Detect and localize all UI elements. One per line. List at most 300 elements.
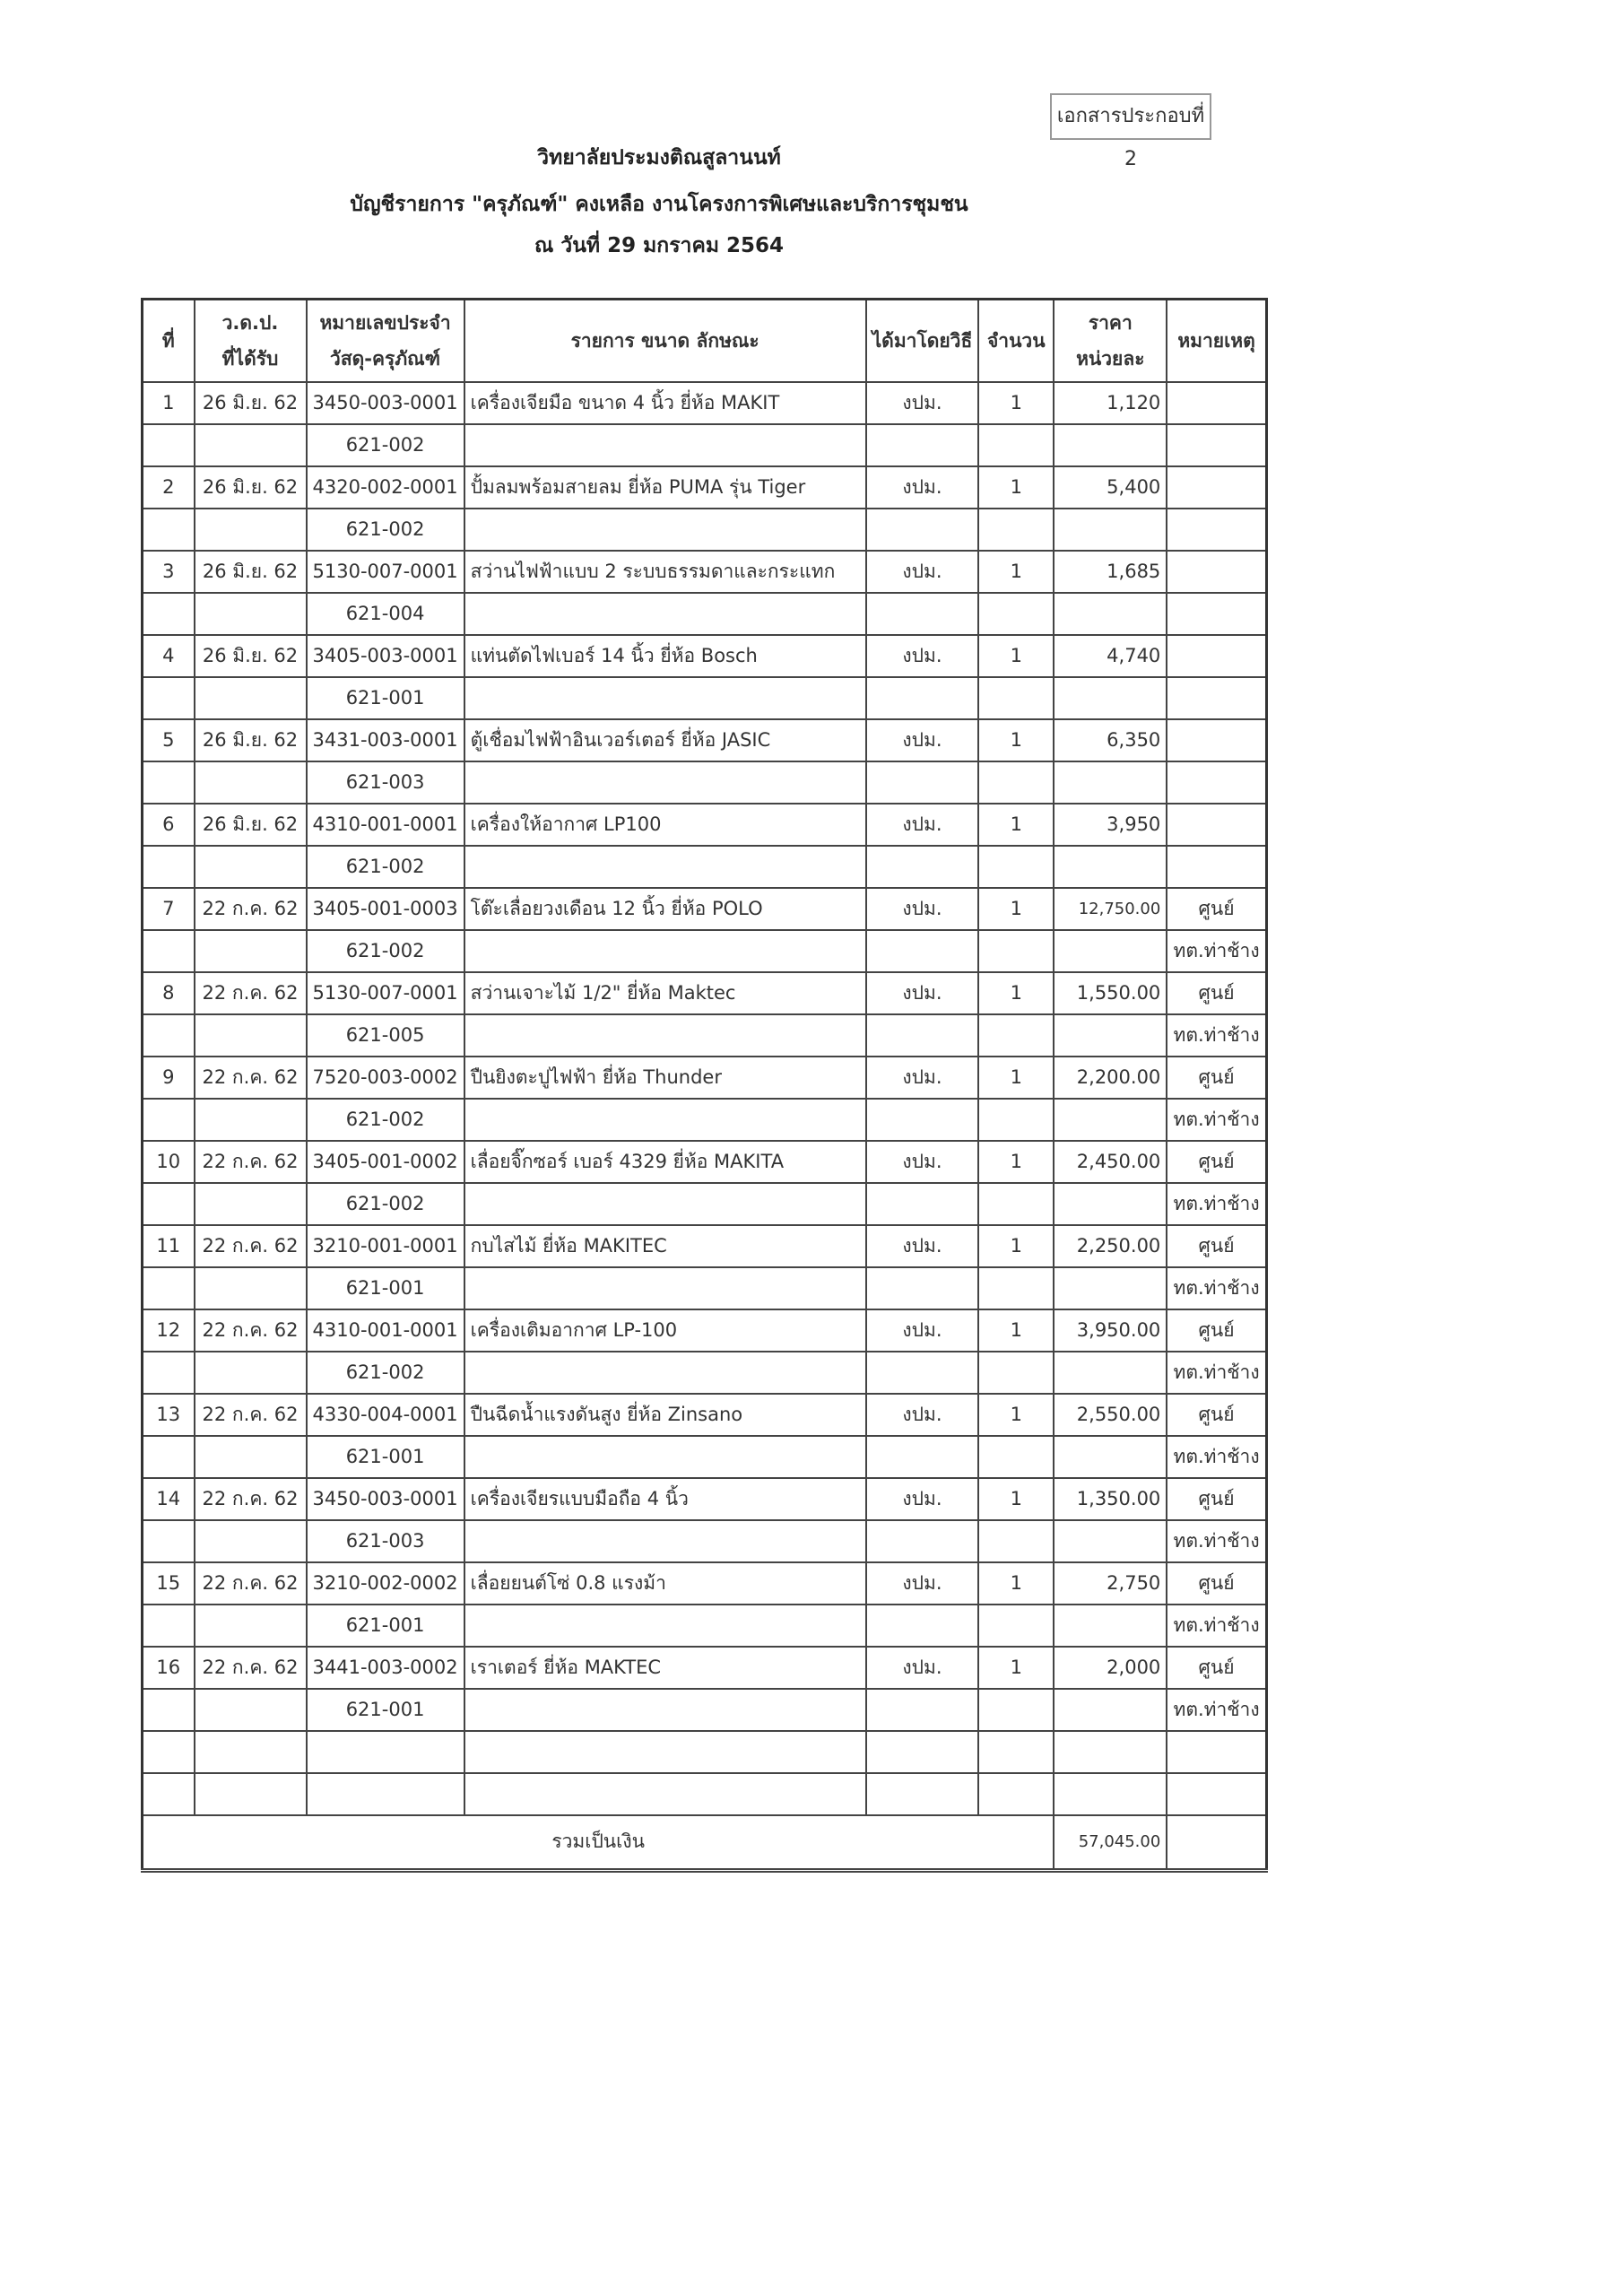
empty-cell <box>866 1773 979 1815</box>
row-remark: ศูนย์ <box>1167 1141 1266 1183</box>
row-item-code: 4330-004-0001 <box>307 1394 464 1436</box>
empty-cell <box>195 1773 307 1815</box>
row-sub-code: 621-001 <box>307 1605 464 1647</box>
table-subrow <box>143 1183 1267 1225</box>
total-value: 57,045.00 <box>1054 1815 1167 1871</box>
subrow-empty-method <box>866 509 979 551</box>
subrow-empty-method <box>866 1605 979 1647</box>
row-number: 5 <box>143 719 195 761</box>
row-sub-code: 621-002 <box>307 424 464 466</box>
header-remark: หมายเหตุ <box>1167 300 1266 382</box>
subrow-empty-date <box>195 1689 307 1731</box>
row-quantity: 1 <box>978 1478 1054 1520</box>
row-description: ปืนยิงตะปูไฟฟ้า ยี่ห้อ Thunder <box>464 1057 866 1099</box>
row-number: 15 <box>143 1562 195 1605</box>
row-number: 9 <box>143 1057 195 1099</box>
row-date: 22 ก.ค. 62 <box>195 888 307 930</box>
table-subrow <box>143 846 1267 888</box>
row-number: 14 <box>143 1478 195 1520</box>
subrow-empty-price <box>1054 1605 1167 1647</box>
subrow-empty-date <box>195 424 307 466</box>
subrow-empty-price <box>1054 1267 1167 1309</box>
empty-cell <box>1054 1731 1167 1773</box>
subrow-empty-description <box>464 930 866 972</box>
subrow-empty-no <box>143 509 195 551</box>
table-row <box>143 551 1267 593</box>
table-body <box>143 382 1267 1871</box>
row-unit-price: 3,950 <box>1054 804 1167 846</box>
subrow-empty-method <box>866 1267 979 1309</box>
row-date: 22 ก.ค. 62 <box>195 1562 307 1605</box>
empty-cell <box>143 1731 195 1773</box>
subrow-empty-no <box>143 1352 195 1394</box>
table-row <box>143 804 1267 846</box>
row-description: สว่านไฟฟ้าแบบ 2 ระบบธรรมดาและกระแทก <box>464 551 866 593</box>
row-date: 22 ก.ค. 62 <box>195 1141 307 1183</box>
subrow-empty-description <box>464 1267 866 1309</box>
subrow-empty-price <box>1054 1436 1167 1478</box>
subrow-empty-no <box>143 1689 195 1731</box>
table-row <box>143 1562 1267 1605</box>
subrow-empty-method <box>866 424 979 466</box>
row-description: เครื่องให้อากาศ LP100 <box>464 804 866 846</box>
row-quantity: 1 <box>978 888 1054 930</box>
row-method: งปม. <box>866 1647 979 1689</box>
subrow-empty-quantity <box>978 424 1054 466</box>
table-row <box>143 1478 1267 1520</box>
header-row <box>143 300 1267 382</box>
total-row <box>143 1815 1267 1871</box>
table-subrow <box>143 761 1267 804</box>
row-sub-code: 621-002 <box>307 1352 464 1394</box>
table-subrow <box>143 424 1267 466</box>
row-unit-price: 1,550.00 <box>1054 972 1167 1014</box>
subrow-empty-no <box>143 1183 195 1225</box>
table-row <box>143 719 1267 761</box>
row-quantity: 1 <box>978 1309 1054 1352</box>
row-quantity: 1 <box>978 635 1054 677</box>
row-sub-code: 621-002 <box>307 1183 464 1225</box>
row-description: เลื่อยยนต์โซ่ 0.8 แรงม้า <box>464 1562 866 1605</box>
row-remark-location <box>1167 424 1266 466</box>
subrow-empty-price <box>1054 1183 1167 1225</box>
subrow-empty-date <box>195 1014 307 1057</box>
row-date: 22 ก.ค. 62 <box>195 1225 307 1267</box>
row-number: 3 <box>143 551 195 593</box>
header-code-line1: หมายเลขประจำ <box>319 311 451 334</box>
subrow-empty-quantity <box>978 1183 1054 1225</box>
row-description: ตู้เชื่อมไฟฟ้าอินเวอร์เตอร์ ยี่ห้อ JASIC <box>464 719 866 761</box>
row-description: ปั้มลมพร้อมสายลม ยี่ห้อ PUMA รุ่น Tiger <box>464 466 866 509</box>
row-date: 26 มิ.ย. 62 <box>195 635 307 677</box>
row-item-code: 5130-007-0001 <box>307 551 464 593</box>
header-date-line1: ว.ด.ป. <box>221 311 279 334</box>
subrow-empty-description <box>464 1352 866 1394</box>
row-method: งปม. <box>866 1309 979 1352</box>
subrow-empty-date <box>195 593 307 635</box>
row-sub-code: 621-002 <box>307 846 464 888</box>
table-row <box>143 1225 1267 1267</box>
row-quantity: 1 <box>978 551 1054 593</box>
row-date: 26 มิ.ย. 62 <box>195 551 307 593</box>
subrow-empty-price <box>1054 1520 1167 1562</box>
subrow-empty-price <box>1054 930 1167 972</box>
row-date: 26 มิ.ย. 62 <box>195 382 307 424</box>
inventory-title: บัญชีรายการ "ครุภัณฑ์" คงเหลือ งานโครงการพิเศษและบริการชุมชน <box>350 193 968 216</box>
subrow-empty-method <box>866 1436 979 1478</box>
row-unit-price: 5,400 <box>1054 466 1167 509</box>
subrow-empty-method <box>866 1520 979 1562</box>
subrow-empty-date <box>195 1436 307 1478</box>
row-sub-code: 621-002 <box>307 930 464 972</box>
table-subrow <box>143 1436 1267 1478</box>
subrow-empty-date <box>195 1267 307 1309</box>
table-subrow <box>143 1014 1267 1057</box>
row-description: กบไสไม้ ยี่ห้อ MAKITEC <box>464 1225 866 1267</box>
table-row <box>143 888 1267 930</box>
row-date: 26 มิ.ย. 62 <box>195 466 307 509</box>
header-description: รายการ ขนาด ลักษณะ <box>464 300 866 382</box>
document-attachment-tag: เอกสารประกอบที่ 2 <box>1050 93 1211 140</box>
empty-cell <box>464 1773 866 1815</box>
row-date: 22 ก.ค. 62 <box>195 1478 307 1520</box>
subrow-empty-price <box>1054 846 1167 888</box>
subrow-empty-quantity <box>978 1099 1054 1141</box>
subrow-empty-no <box>143 1099 195 1141</box>
table-subrow <box>143 1689 1267 1731</box>
subrow-empty-description <box>464 1183 866 1225</box>
subrow-empty-description <box>464 509 866 551</box>
header-no: ที่ <box>143 300 195 382</box>
row-remark: ศูนย์ <box>1167 1309 1266 1352</box>
empty-cell <box>866 1731 979 1773</box>
row-remark-location: ทต.ท่าช้าง <box>1167 1014 1266 1057</box>
row-remark-location <box>1167 509 1266 551</box>
subrow-empty-price <box>1054 1014 1167 1057</box>
table-subrow <box>143 1605 1267 1647</box>
subrow-empty-quantity <box>978 593 1054 635</box>
header-code-line2: วัสดุ-ครุภัณฑ์ <box>330 347 441 370</box>
subrow-empty-date <box>195 509 307 551</box>
subrow-empty-date <box>195 761 307 804</box>
subrow-empty-no <box>143 1436 195 1478</box>
subrow-empty-method <box>866 677 979 719</box>
row-date: 22 ก.ค. 62 <box>195 1394 307 1436</box>
table-subrow <box>143 930 1267 972</box>
subrow-empty-no <box>143 593 195 635</box>
row-remark-location: ทต.ท่าช้าง <box>1167 930 1266 972</box>
row-remark-location: ทต.ท่าช้าง <box>1167 1436 1266 1478</box>
row-item-code: 3405-001-0002 <box>307 1141 464 1183</box>
table-row <box>143 635 1267 677</box>
row-quantity: 1 <box>978 804 1054 846</box>
subrow-empty-no <box>143 930 195 972</box>
table-subrow <box>143 509 1267 551</box>
empty-cell <box>195 1731 307 1773</box>
subrow-empty-date <box>195 846 307 888</box>
subrow-empty-description <box>464 761 866 804</box>
row-description: เครื่องเจียรแบบมือถือ 4 นิ้ว <box>464 1478 866 1520</box>
row-quantity: 1 <box>978 719 1054 761</box>
inventory-table <box>141 298 1268 1873</box>
row-description: แท่นตัดไฟเบอร์ 14 นิ้ว ยี่ห้อ Bosch <box>464 635 866 677</box>
subrow-empty-no <box>143 1520 195 1562</box>
header-price-line1: ราคา <box>1088 311 1133 334</box>
header-date-line2: ที่ได้รับ <box>221 347 279 370</box>
row-remark-location <box>1167 761 1266 804</box>
row-unit-price: 4,740 <box>1054 635 1167 677</box>
total-remark-empty <box>1167 1815 1266 1871</box>
empty-cell <box>307 1773 464 1815</box>
row-unit-price: 2,550.00 <box>1054 1394 1167 1436</box>
subrow-empty-method <box>866 846 979 888</box>
subrow-empty-date <box>195 930 307 972</box>
row-item-code: 4320-002-0001 <box>307 466 464 509</box>
row-description: สว่านเจาะไม้ 1/2" ยี่ห้อ Maktec <box>464 972 866 1014</box>
row-date: 26 มิ.ย. 62 <box>195 804 307 846</box>
subrow-empty-description <box>464 1605 866 1647</box>
subrow-empty-no <box>143 1014 195 1057</box>
row-quantity: 1 <box>978 1647 1054 1689</box>
subrow-empty-description <box>464 1099 866 1141</box>
row-unit-price: 1,350.00 <box>1054 1478 1167 1520</box>
row-sub-code: 621-001 <box>307 1689 464 1731</box>
subrow-empty-no <box>143 1605 195 1647</box>
table-row <box>143 972 1267 1014</box>
row-number: 11 <box>143 1225 195 1267</box>
row-date: 22 ก.ค. 62 <box>195 1647 307 1689</box>
row-sub-code: 621-002 <box>307 1099 464 1141</box>
empty-cell <box>978 1773 1054 1815</box>
header-date <box>195 300 307 382</box>
row-method: งปม. <box>866 1478 979 1520</box>
subrow-empty-quantity <box>978 1014 1054 1057</box>
row-quantity: 1 <box>978 1225 1054 1267</box>
row-sub-code: 621-005 <box>307 1014 464 1057</box>
row-number: 2 <box>143 466 195 509</box>
row-date: 22 ก.ค. 62 <box>195 1309 307 1352</box>
row-quantity: 1 <box>978 1057 1054 1099</box>
subrow-empty-date <box>195 1605 307 1647</box>
row-description: เครื่องเจียมือ ขนาด 4 นิ้ว ยี่ห้อ MAKIT <box>464 382 866 424</box>
subrow-empty-date <box>195 677 307 719</box>
row-item-code: 4310-001-0001 <box>307 804 464 846</box>
table-row <box>143 466 1267 509</box>
header-method: ได้มาโดยวิธี <box>866 300 979 382</box>
row-method: งปม. <box>866 1562 979 1605</box>
row-remark <box>1167 719 1266 761</box>
table-row <box>143 1141 1267 1183</box>
row-quantity: 1 <box>978 1394 1054 1436</box>
subrow-empty-method <box>866 1014 979 1057</box>
header-code <box>307 300 464 382</box>
row-remark: ศูนย์ <box>1167 972 1266 1014</box>
subrow-empty-method <box>866 761 979 804</box>
subrow-empty-no <box>143 1267 195 1309</box>
row-sub-code: 621-001 <box>307 677 464 719</box>
row-item-code: 3405-003-0001 <box>307 635 464 677</box>
subrow-empty-date <box>195 1520 307 1562</box>
empty-cell <box>1054 1773 1167 1815</box>
subrow-empty-price <box>1054 677 1167 719</box>
row-sub-code: 621-003 <box>307 1520 464 1562</box>
empty-cell <box>1167 1731 1266 1773</box>
date-title: ณ วันที่ 29 มกราคม 2564 <box>534 234 785 257</box>
row-sub-code: 621-001 <box>307 1436 464 1478</box>
table-row <box>143 1394 1267 1436</box>
row-method: งปม. <box>866 719 979 761</box>
subrow-empty-description <box>464 1436 866 1478</box>
row-remark: ศูนย์ <box>1167 1562 1266 1605</box>
empty-cell <box>1167 1773 1266 1815</box>
subrow-empty-method <box>866 1183 979 1225</box>
row-sub-code: 621-003 <box>307 761 464 804</box>
row-remark <box>1167 635 1266 677</box>
row-unit-price: 2,750 <box>1054 1562 1167 1605</box>
subrow-empty-quantity <box>978 761 1054 804</box>
subrow-empty-date <box>195 1183 307 1225</box>
row-item-code: 3431-003-0001 <box>307 719 464 761</box>
row-item-code: 3210-001-0001 <box>307 1225 464 1267</box>
row-number: 10 <box>143 1141 195 1183</box>
subrow-empty-quantity <box>978 1352 1054 1394</box>
row-quantity: 1 <box>978 1141 1054 1183</box>
subrow-empty-method <box>866 930 979 972</box>
subrow-empty-price <box>1054 424 1167 466</box>
row-quantity: 1 <box>978 1562 1054 1605</box>
row-unit-price: 2,000 <box>1054 1647 1167 1689</box>
table-subrow <box>143 1099 1267 1141</box>
subrow-empty-description <box>464 1520 866 1562</box>
row-description: เลื่อยจิ๊กซอร์ เบอร์ 4329 ยี่ห้อ MAKITA <box>464 1141 866 1183</box>
row-remark-location: ทต.ท่าช้าง <box>1167 1605 1266 1647</box>
row-sub-code: 621-004 <box>307 593 464 635</box>
subrow-empty-method <box>866 1099 979 1141</box>
table-row <box>143 382 1267 424</box>
subrow-empty-description <box>464 846 866 888</box>
row-item-code: 3210-002-0002 <box>307 1562 464 1605</box>
empty-cell <box>978 1731 1054 1773</box>
subrow-empty-description <box>464 1689 866 1731</box>
row-sub-code: 621-001 <box>307 1267 464 1309</box>
row-number: 13 <box>143 1394 195 1436</box>
table-subrow <box>143 593 1267 635</box>
row-unit-price: 2,450.00 <box>1054 1141 1167 1183</box>
row-unit-price: 12,750.00 <box>1054 888 1167 930</box>
subrow-empty-method <box>866 1689 979 1731</box>
subrow-empty-method <box>866 1352 979 1394</box>
subrow-empty-quantity <box>978 1436 1054 1478</box>
row-method: งปม. <box>866 1057 979 1099</box>
subrow-empty-no <box>143 677 195 719</box>
row-remark-location: ทต.ท่าช้าง <box>1167 1267 1266 1309</box>
row-method: งปม. <box>866 382 979 424</box>
table-row <box>143 1647 1267 1689</box>
row-unit-price: 1,120 <box>1054 382 1167 424</box>
row-method: งปม. <box>866 466 979 509</box>
row-remark: ศูนย์ <box>1167 1225 1266 1267</box>
row-number: 1 <box>143 382 195 424</box>
empty-cell <box>464 1731 866 1773</box>
subrow-empty-description <box>464 677 866 719</box>
subrow-empty-quantity <box>978 677 1054 719</box>
subrow-empty-description <box>464 424 866 466</box>
row-remark-location: ทต.ท่าช้าง <box>1167 1352 1266 1394</box>
header-price <box>1054 300 1167 382</box>
row-remark <box>1167 804 1266 846</box>
subrow-empty-price <box>1054 509 1167 551</box>
row-quantity: 1 <box>978 382 1054 424</box>
empty-row <box>143 1773 1267 1815</box>
subrow-empty-price <box>1054 593 1167 635</box>
row-item-code: 3405-001-0003 <box>307 888 464 930</box>
table-subrow <box>143 1267 1267 1309</box>
row-remark-location: ทต.ท่าช้าง <box>1167 1099 1266 1141</box>
table-subrow <box>143 677 1267 719</box>
row-remark: ศูนย์ <box>1167 1394 1266 1436</box>
row-number: 16 <box>143 1647 195 1689</box>
subrow-empty-price <box>1054 1689 1167 1731</box>
row-item-code: 4310-001-0001 <box>307 1309 464 1352</box>
row-number: 8 <box>143 972 195 1014</box>
row-date: 22 ก.ค. 62 <box>195 972 307 1014</box>
row-unit-price: 6,350 <box>1054 719 1167 761</box>
row-method: งปม. <box>866 1141 979 1183</box>
row-remark <box>1167 382 1266 424</box>
empty-cell <box>143 1773 195 1815</box>
row-unit-price: 2,200.00 <box>1054 1057 1167 1099</box>
row-item-code: 7520-003-0002 <box>307 1057 464 1099</box>
table-subrow <box>143 1352 1267 1394</box>
institution-title: วิทยาลัยประมงติณสูลานนท์ <box>537 146 781 170</box>
subrow-empty-no <box>143 761 195 804</box>
row-number: 4 <box>143 635 195 677</box>
row-remark-location: ทต.ท่าช้าง <box>1167 1689 1266 1731</box>
row-remark: ศูนย์ <box>1167 1647 1266 1689</box>
row-description: โต๊ะเลื่อยวงเดือน 12 นิ้ว ยี่ห้อ POLO <box>464 888 866 930</box>
subrow-empty-no <box>143 846 195 888</box>
row-method: งปม. <box>866 972 979 1014</box>
row-remark-location <box>1167 846 1266 888</box>
row-number: 12 <box>143 1309 195 1352</box>
row-remark-location: ทต.ท่าช้าง <box>1167 1520 1266 1562</box>
subrow-empty-quantity <box>978 930 1054 972</box>
header-quantity: จำนวน <box>978 300 1054 382</box>
row-remark <box>1167 551 1266 593</box>
subrow-empty-no <box>143 424 195 466</box>
subrow-empty-quantity <box>978 509 1054 551</box>
row-date: 22 ก.ค. 62 <box>195 1057 307 1099</box>
row-remark-location <box>1167 677 1266 719</box>
table-row <box>143 1309 1267 1352</box>
row-sub-code: 621-002 <box>307 509 464 551</box>
row-method: งปม. <box>866 804 979 846</box>
row-number: 6 <box>143 804 195 846</box>
subrow-empty-description <box>464 1014 866 1057</box>
row-method: งปม. <box>866 888 979 930</box>
row-remark <box>1167 466 1266 509</box>
subrow-empty-date <box>195 1352 307 1394</box>
total-label: รวมเป็นเงิน <box>143 1815 1055 1871</box>
row-item-code: 3441-003-0002 <box>307 1647 464 1689</box>
row-method: งปม. <box>866 635 979 677</box>
table-subrow <box>143 1520 1267 1562</box>
table-row <box>143 1057 1267 1099</box>
row-item-code: 3450-003-0001 <box>307 382 464 424</box>
row-method: งปม. <box>866 1394 979 1436</box>
row-remark: ศูนย์ <box>1167 888 1266 930</box>
row-unit-price: 2,250.00 <box>1054 1225 1167 1267</box>
